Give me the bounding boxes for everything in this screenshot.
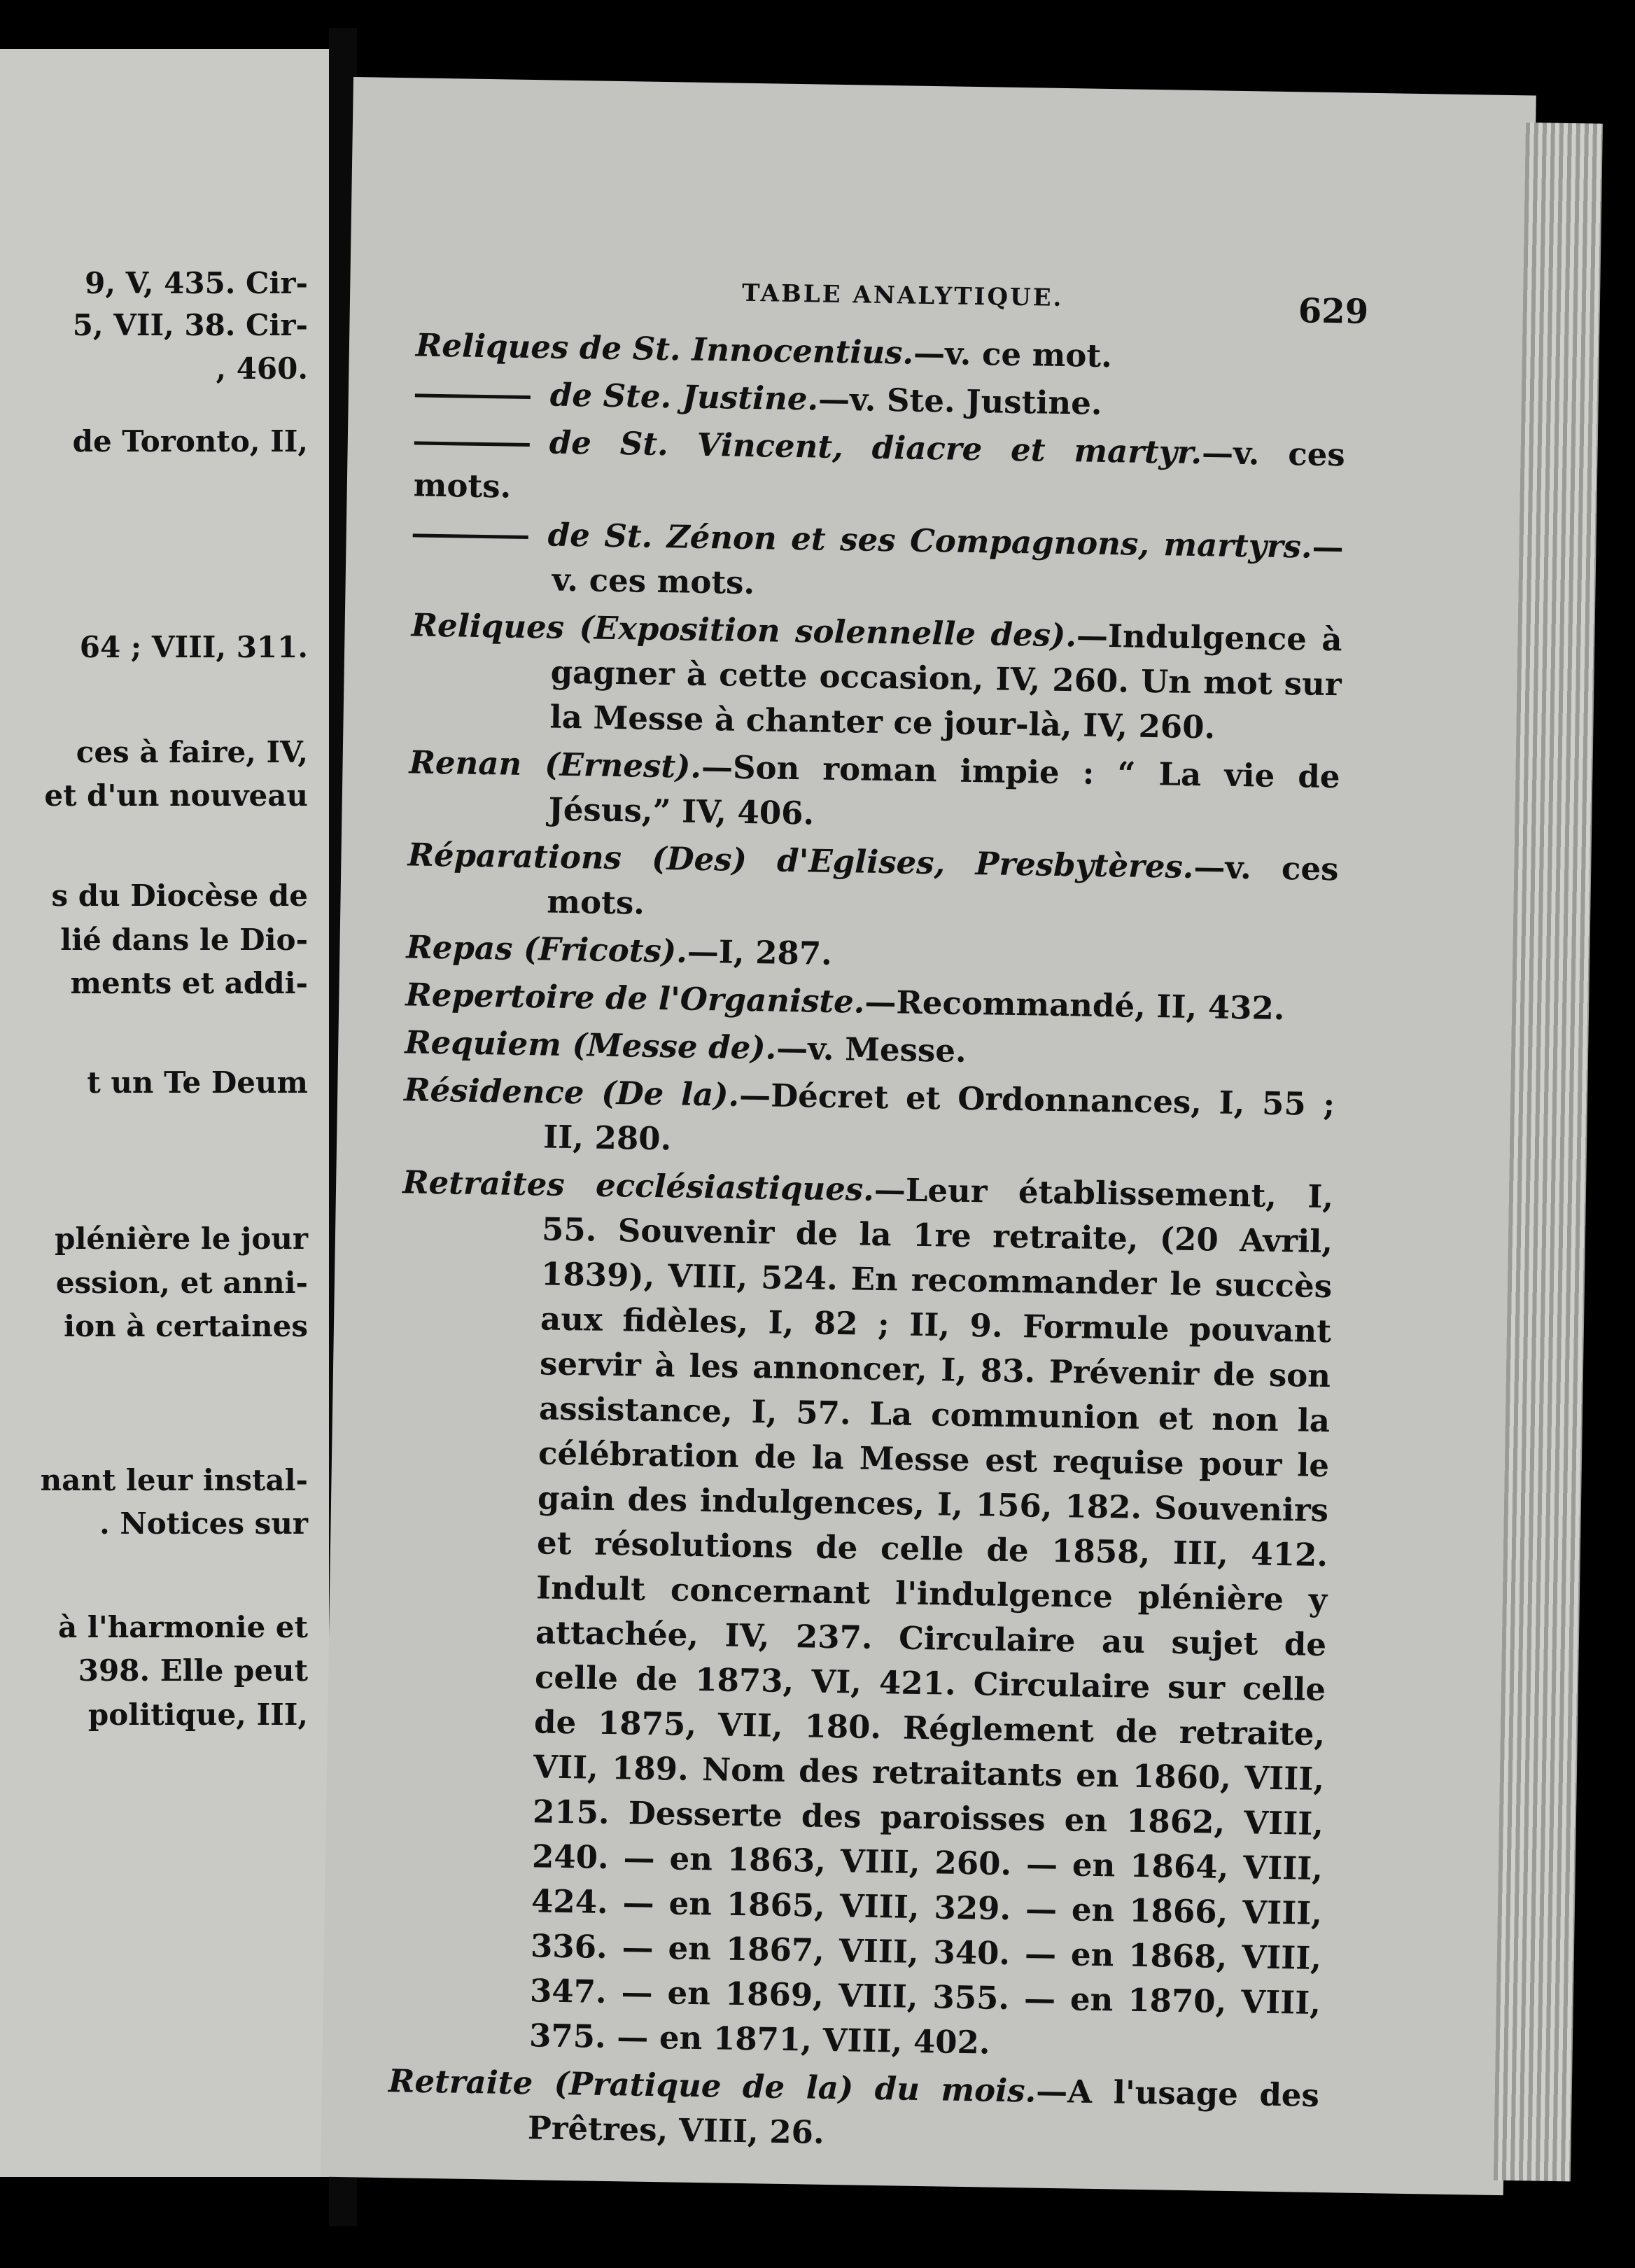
entry-qualifier: (Ernest).: [544, 746, 702, 785]
left-page-line: ments et addi-: [70, 966, 308, 1000]
entry-text: —Son roman impie : “ La vie de Jésus,” IV, 406.: [548, 748, 1340, 832]
left-page-line: 398. Elle peut: [78, 1653, 308, 1688]
entry-heading: Repas: [406, 928, 513, 967]
entry-heading: de St. Zénon et ses Compagnons, martyrs.: [547, 516, 1313, 566]
entry-heading: Renan: [409, 743, 522, 783]
left-page-line: lié dans le Dio-: [60, 923, 308, 957]
entry-heading: Retraite: [388, 2062, 533, 2102]
left-page-line: . Notices sur: [99, 1506, 308, 1541]
entry-heading: Repertoire de l'Organiste.: [405, 976, 865, 1021]
entry-text: —Recommandé, II, 432.: [864, 983, 1285, 1028]
entry-heading: Reliques: [411, 606, 565, 646]
entry-text: —Indulgence à gagner à cette occasion, IV, 260. Un mot sur la Messe à chanter ce jour-là, IV, 260.: [549, 617, 1342, 746]
left-page-line: à l'harmonie et: [58, 1610, 308, 1644]
entry-text: —v. ces mots.: [552, 528, 1345, 602]
page-number: 629: [1298, 291, 1369, 332]
left-page-line: politique, III,: [87, 1698, 308, 1732]
entry-heading: de Ste. Justine.: [549, 376, 819, 418]
entry-text: —v. Messe.: [776, 1029, 967, 1070]
index-entry: [409, 603, 1342, 752]
index-subentry: [412, 510, 1344, 615]
index-entry: [408, 740, 1340, 844]
left-page-line: ion à certaines: [64, 1309, 308, 1343]
left-page-line: 9, V, 435. Cir-: [85, 266, 308, 300]
entry-heading: Requiem: [404, 1023, 562, 1063]
entry-heading: Réparations (Des) d'Eglises, Presbytères.: [407, 836, 1194, 886]
left-page-line: plénière le jour: [55, 1222, 308, 1256]
left-page-line: s du Diocèse de: [51, 878, 308, 913]
entry-qualifier: (Fricots).: [523, 930, 688, 970]
entry-text: —Leur établissement, I, 55. Souvenir de la 1re retraite, (20 Avril, 1839), VIII, 524. En recommander le succès aux fidèles, I, 82 ; II, 9. Formule pouvant servir à les annoncer, I, 83. Prévenir de son assistance, I, 57. La communion et non la célébration de la Messe est requise pour le gain des indulgences, I, 156, 182. Souvenirs et résolutions de celle de 1858, III, 412. Indult concernant l'indulgence plénière y attachée, IV, 237. Circulaire au sujet de celle de 1873, VI, 421. Circulaire sur celle de 1875, VII, 180. Réglement de retraite, VII, 189. Nom des retraitants en 1860, VIII, 215. Desserte des paroisses en 1862, VIII, 240. — en 1863, VIII, 260. — en 1864, VIII, 424. — en 1865, VIII, 329. — en 1866, VIII, 336. — en 1867, VIII, 340. — en 1868, VIII, 347. — en 1869, VIII, 355. — en 1870, VIII, 375. — en 1871, VIII, 402.: [528, 1170, 1334, 2062]
index-entries: [387, 323, 1347, 2166]
left-page-line: t un Te Deum: [87, 1065, 308, 1100]
entry-text: —A l'usage des Prêtres, VIII, 26.: [527, 2072, 1320, 2151]
left-page-line: et d'un nouveau: [44, 778, 308, 813]
left-page: [0, 49, 331, 2177]
left-page-line: nant leur instal-: [40, 1463, 308, 1497]
left-page-line: ces à faire, IV,: [76, 735, 308, 769]
repeat-dash: [414, 441, 530, 447]
index-entry: [403, 1068, 1335, 1172]
entry-text: —v. Ste. Justine.: [818, 380, 1102, 422]
left-page-line: de Toronto, II,: [72, 424, 308, 458]
left-page-line: ession, et anni-: [55, 1266, 308, 1300]
entry-heading: de St. Vincent, diacre et martyr.: [549, 424, 1202, 472]
left-page-line: , 460.: [216, 351, 308, 386]
index-entry: [388, 2059, 1320, 2163]
entry-heading: Reliques de St. Innocentius.: [415, 326, 914, 372]
index-entry: [389, 1160, 1334, 2071]
repeat-dash: [415, 393, 531, 399]
entry-heading: Retraites ecclésiastiques.: [402, 1163, 875, 1208]
entry-text: —v. ces mots.: [547, 848, 1339, 922]
entry-qualifier: (Pratique de la) du mois.: [554, 2064, 1037, 2110]
entry-text: —v. ces mots.: [413, 434, 1346, 505]
running-header: TABLE ANALYTIQUE.: [741, 279, 1064, 312]
entry-text: —v. ce mot.: [913, 334, 1113, 375]
entry-heading: Résidence: [403, 1071, 584, 1112]
entry-text: —I, 287.: [687, 932, 833, 972]
left-page-line: 5, VII, 38. Cir-: [72, 308, 308, 342]
repeat-dash: [413, 533, 528, 539]
entry-qualifier: (De la).: [601, 1074, 740, 1114]
entry-text: —Décret et Ordonnances, I, 55 ; II, 280.: [542, 1076, 1335, 1158]
left-page-line: 64 ; VIII, 311.: [79, 630, 308, 664]
entry-qualifier: (Exposition solennelle des).: [579, 609, 1077, 654]
index-subentry: [413, 418, 1345, 522]
right-page: [321, 77, 1536, 2195]
index-entry: [407, 832, 1339, 937]
entry-qualifier: (Messe de).: [572, 1026, 777, 1067]
